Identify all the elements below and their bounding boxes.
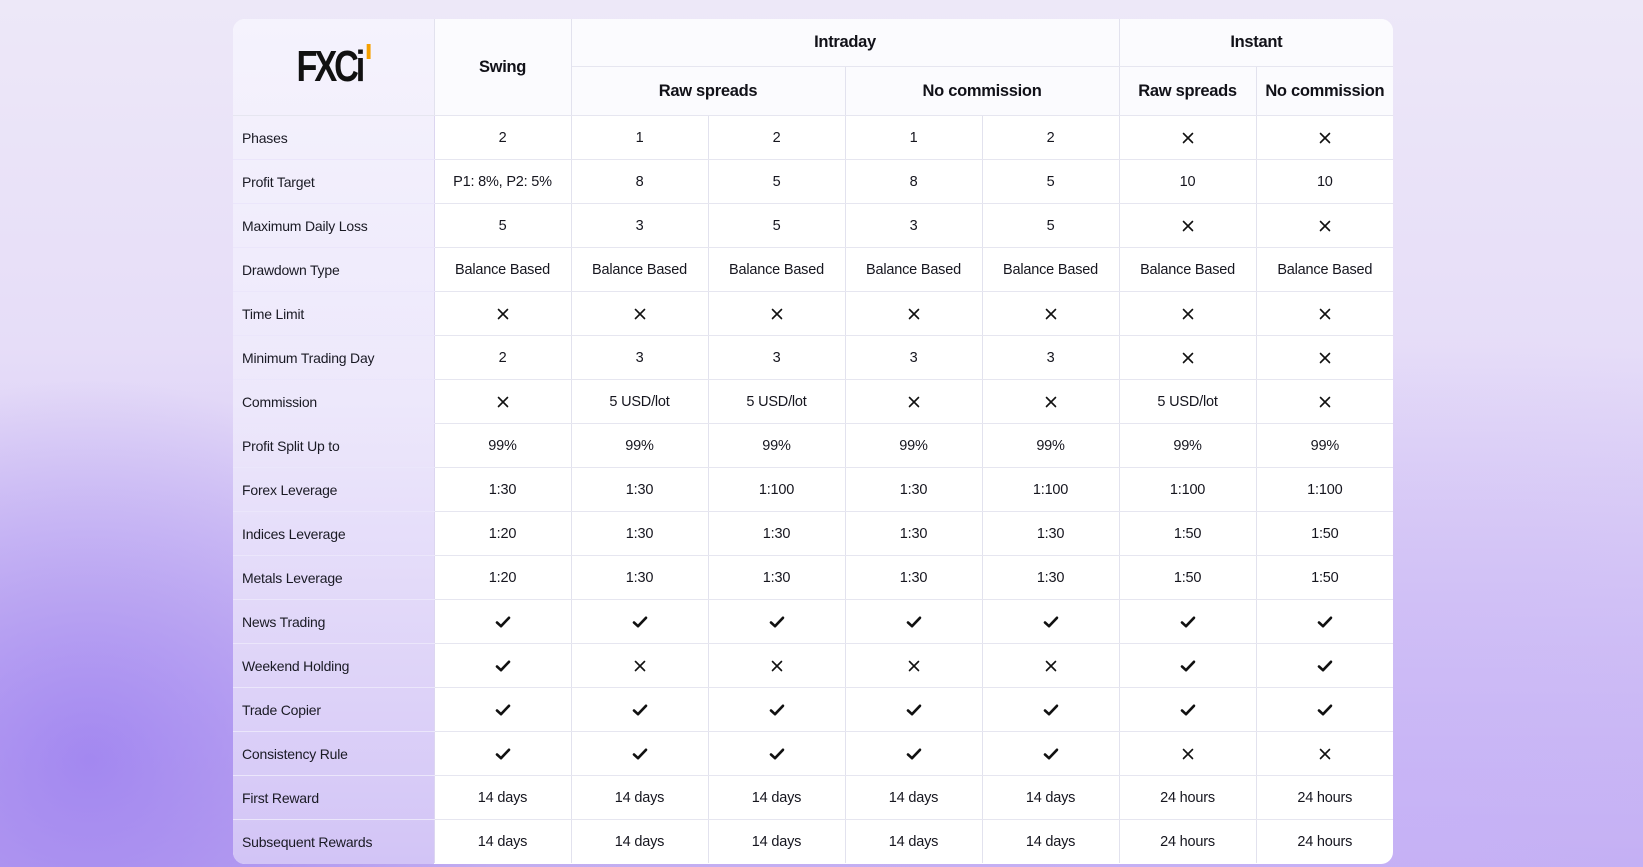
value-cell: 1:50 [1256, 512, 1393, 556]
value-cell: 1:50 [1119, 512, 1256, 556]
table-row [233, 336, 1393, 380]
value-cell [1119, 600, 1256, 644]
value-cell: 24 hours [1297, 833, 1353, 850]
header-instant-raw-spreads: Raw spreads [1119, 67, 1256, 116]
value-cell: 24 hours [1119, 820, 1256, 864]
value-cell: 5 USD/lot [708, 380, 845, 424]
row-label: Drawdown Type [233, 248, 434, 292]
fxci-logo [296, 42, 370, 92]
header-intraday: Intraday [571, 19, 1119, 67]
value-cell: 8 [571, 160, 708, 204]
value-cell: 1:30 [845, 512, 982, 556]
value-cell [1119, 292, 1256, 336]
row-label: Profit Split Up to [233, 424, 434, 468]
row-label: Commission [233, 380, 434, 424]
check-icon [1043, 747, 1059, 761]
value-cell: 1:100 [1119, 468, 1256, 512]
value-cell [571, 732, 708, 776]
check-icon [495, 747, 511, 761]
table-row [233, 424, 1393, 468]
value-cell [982, 380, 1119, 424]
check-icon [1043, 615, 1059, 629]
value-cell: 1:20 [434, 512, 571, 556]
value-cell [1119, 204, 1256, 248]
value-cell [845, 732, 982, 776]
value-cell: 14 days [434, 820, 571, 864]
check-icon [906, 703, 922, 717]
check-icon [495, 703, 511, 717]
row-label: Weekend Holding [233, 644, 434, 688]
value-cell [1119, 336, 1256, 380]
value-cell: 1:30 [845, 556, 982, 600]
table-row [233, 380, 1393, 424]
value-cell: 2 [434, 116, 571, 160]
row-label: Trade Copier [233, 688, 434, 732]
value-cell [434, 600, 571, 644]
value-cell: 5 [708, 160, 845, 204]
value-cell [434, 732, 571, 776]
value-cell [1256, 116, 1393, 160]
value-cell: 3 [982, 336, 1119, 380]
value-cell: 5 USD/lot [571, 380, 708, 424]
value-cell [571, 644, 708, 688]
value-cell [708, 292, 845, 336]
value-cell: 1 [845, 116, 982, 160]
value-cell: 14 days [434, 776, 571, 820]
table-row [233, 644, 1393, 688]
value-cell: 14 days [571, 776, 708, 820]
value-cell: 14 days [845, 776, 982, 820]
value-cell [434, 688, 571, 732]
value-cell [982, 600, 1119, 644]
value-cell [1256, 732, 1393, 776]
check-icon [1180, 659, 1196, 673]
cross-icon [1044, 307, 1058, 321]
value-cell: 1:50 [1119, 556, 1256, 600]
check-icon [495, 615, 511, 629]
value-cell: 5 [982, 160, 1119, 204]
cross-icon [1318, 395, 1332, 409]
row-label: Minimum Trading Day [233, 336, 434, 380]
table-row [233, 556, 1393, 600]
table-row [233, 820, 1393, 864]
value-cell: 10 [1119, 160, 1256, 204]
comparison-card [233, 19, 1393, 864]
value-cell: 14 days [845, 820, 982, 864]
value-cell [708, 644, 845, 688]
value-cell: 99% [845, 424, 982, 468]
value-cell: 3 [845, 204, 982, 248]
cross-icon [907, 307, 921, 321]
cross-icon [1181, 307, 1195, 321]
logo-cell [233, 19, 434, 116]
value-cell: 2 [434, 336, 571, 380]
value-cell [571, 688, 708, 732]
cross-icon [1181, 131, 1195, 145]
check-icon [1317, 703, 1333, 717]
value-cell: 14 days [571, 820, 708, 864]
header-row-groups [233, 19, 1393, 67]
header-instant-no-commission: No commission [1256, 67, 1393, 116]
value-cell [1119, 116, 1256, 160]
cross-icon [1181, 219, 1195, 233]
value-cell [845, 600, 982, 644]
value-cell: Balance Based [1119, 248, 1256, 292]
value-cell [845, 644, 982, 688]
value-cell [982, 292, 1119, 336]
cross-icon [1318, 747, 1332, 761]
logo-text: FXCi [296, 42, 362, 91]
cross-icon [770, 307, 784, 321]
check-icon [1180, 703, 1196, 717]
value-cell [982, 688, 1119, 732]
value-cell [708, 732, 845, 776]
table-body [233, 116, 1393, 864]
header-swing: Swing [434, 19, 571, 116]
check-icon [495, 659, 511, 673]
value-cell: Balance Based [982, 248, 1119, 292]
check-icon [1180, 615, 1196, 629]
cross-icon [1318, 219, 1332, 233]
value-cell [1256, 688, 1393, 732]
value-cell [845, 688, 982, 732]
value-cell: 3 [571, 204, 708, 248]
value-cell: 1:30 [708, 556, 845, 600]
value-cell: P1: 8%, P2: 5% [434, 160, 571, 204]
cross-icon [1318, 351, 1332, 365]
value-cell: 99% [434, 424, 571, 468]
table-row [233, 116, 1393, 160]
check-icon [1317, 615, 1333, 629]
check-icon [906, 615, 922, 629]
check-icon [632, 615, 648, 629]
check-icon [1043, 703, 1059, 717]
value-cell: 1:100 [1256, 468, 1393, 512]
value-cell [1119, 732, 1256, 776]
value-cell: 99% [982, 424, 1119, 468]
value-cell: 1:30 [571, 512, 708, 556]
value-cell [1119, 688, 1256, 732]
row-label: Profit Target [233, 160, 434, 204]
value-cell: 5 [708, 204, 845, 248]
cross-icon [770, 659, 784, 673]
cross-icon [1044, 659, 1058, 673]
value-cell: 14 days [982, 776, 1119, 820]
value-cell: 1:30 [982, 556, 1119, 600]
value-cell [1256, 380, 1393, 424]
check-icon [769, 703, 785, 717]
value-cell [845, 380, 982, 424]
value-cell: 10 [1256, 160, 1393, 204]
value-cell: 1:100 [708, 468, 845, 512]
cross-icon [907, 659, 921, 673]
table-row [233, 776, 1393, 820]
cross-icon [1181, 747, 1195, 761]
row-label: Maximum Daily Loss [233, 204, 434, 248]
value-cell: 2 [982, 116, 1119, 160]
value-cell: 1:100 [982, 468, 1119, 512]
value-cell: Balance Based [571, 248, 708, 292]
value-cell: 1:50 [1256, 556, 1393, 600]
value-cell: 14 days [708, 776, 845, 820]
value-cell: 1:30 [571, 556, 708, 600]
table-row [233, 600, 1393, 644]
row-label: Metals Leverage [233, 556, 434, 600]
header-intraday-raw-spreads: Raw spreads [571, 67, 845, 116]
cross-icon [1318, 307, 1332, 321]
cross-icon [1044, 395, 1058, 409]
value-cell: 1 [571, 116, 708, 160]
table-row [233, 204, 1393, 248]
value-cell [434, 292, 571, 336]
value-cell: 1:30 [571, 468, 708, 512]
value-cell: 99% [708, 424, 845, 468]
value-cell [1256, 292, 1393, 336]
value-cell: 3 [708, 336, 845, 380]
row-label: Indices Leverage [233, 512, 434, 556]
comparison-table [233, 19, 1393, 863]
check-icon [632, 747, 648, 761]
table-row [233, 468, 1393, 512]
value-cell: 1:20 [434, 556, 571, 600]
cross-icon [1318, 131, 1332, 145]
value-cell [571, 600, 708, 644]
cross-icon [496, 395, 510, 409]
row-label: Phases [233, 116, 434, 160]
value-cell: 3 [571, 336, 708, 380]
value-cell: 1:30 [845, 468, 982, 512]
value-cell: 14 days [708, 820, 845, 864]
value-cell: 99% [1256, 424, 1393, 468]
logo-accent-bar [366, 44, 370, 59]
value-cell [1256, 204, 1393, 248]
header-intraday-no-commission: No commission [845, 67, 1119, 116]
table-row [233, 248, 1393, 292]
value-cell [1256, 600, 1393, 644]
value-cell: 5 [982, 204, 1119, 248]
value-cell: Balance Based [1256, 248, 1393, 292]
table-row [233, 732, 1393, 776]
value-cell [1119, 644, 1256, 688]
value-cell [708, 600, 845, 644]
table-row [233, 160, 1393, 204]
value-cell: Balance Based [434, 248, 571, 292]
value-cell: 24 hours [1256, 776, 1393, 820]
row-label: News Trading [233, 600, 434, 644]
value-cell: 8 [845, 160, 982, 204]
value-cell: 99% [1119, 424, 1256, 468]
value-cell [982, 644, 1119, 688]
table-row [233, 512, 1393, 556]
value-cell [1256, 644, 1393, 688]
value-cell [434, 644, 571, 688]
row-label: Consistency Rule [233, 732, 434, 776]
value-cell: 3 [845, 336, 982, 380]
cross-icon [496, 307, 510, 321]
value-cell [1256, 336, 1393, 380]
check-icon [1317, 659, 1333, 673]
check-icon [906, 747, 922, 761]
value-cell: 5 USD/lot [1119, 380, 1256, 424]
table-row [233, 292, 1393, 336]
value-cell: 1:30 [434, 468, 571, 512]
row-label: Time Limit [233, 292, 434, 336]
check-icon [769, 747, 785, 761]
cross-icon [1181, 351, 1195, 365]
check-icon [632, 703, 648, 717]
value-cell: 1:30 [982, 512, 1119, 556]
value-cell: 5 [434, 204, 571, 248]
value-cell [845, 292, 982, 336]
row-label: Forex Leverage [233, 468, 434, 512]
table-row [233, 688, 1393, 732]
value-cell: 14 days [982, 820, 1119, 864]
value-cell: Balance Based [708, 248, 845, 292]
check-icon [769, 615, 785, 629]
value-cell [571, 292, 708, 336]
row-label: Subsequent Rewards [233, 820, 434, 864]
cross-icon [633, 307, 647, 321]
value-cell: Balance Based [845, 248, 982, 292]
value-cell: 1:30 [708, 512, 845, 556]
header-instant: Instant [1119, 19, 1393, 67]
value-cell: 24 hours [1119, 776, 1256, 820]
cross-icon [907, 395, 921, 409]
value-cell [982, 732, 1119, 776]
value-cell [434, 380, 571, 424]
row-label: First Reward [233, 776, 434, 820]
cross-icon [633, 659, 647, 673]
value-cell [708, 688, 845, 732]
value-cell: 99% [571, 424, 708, 468]
value-cell: 2 [708, 116, 845, 160]
